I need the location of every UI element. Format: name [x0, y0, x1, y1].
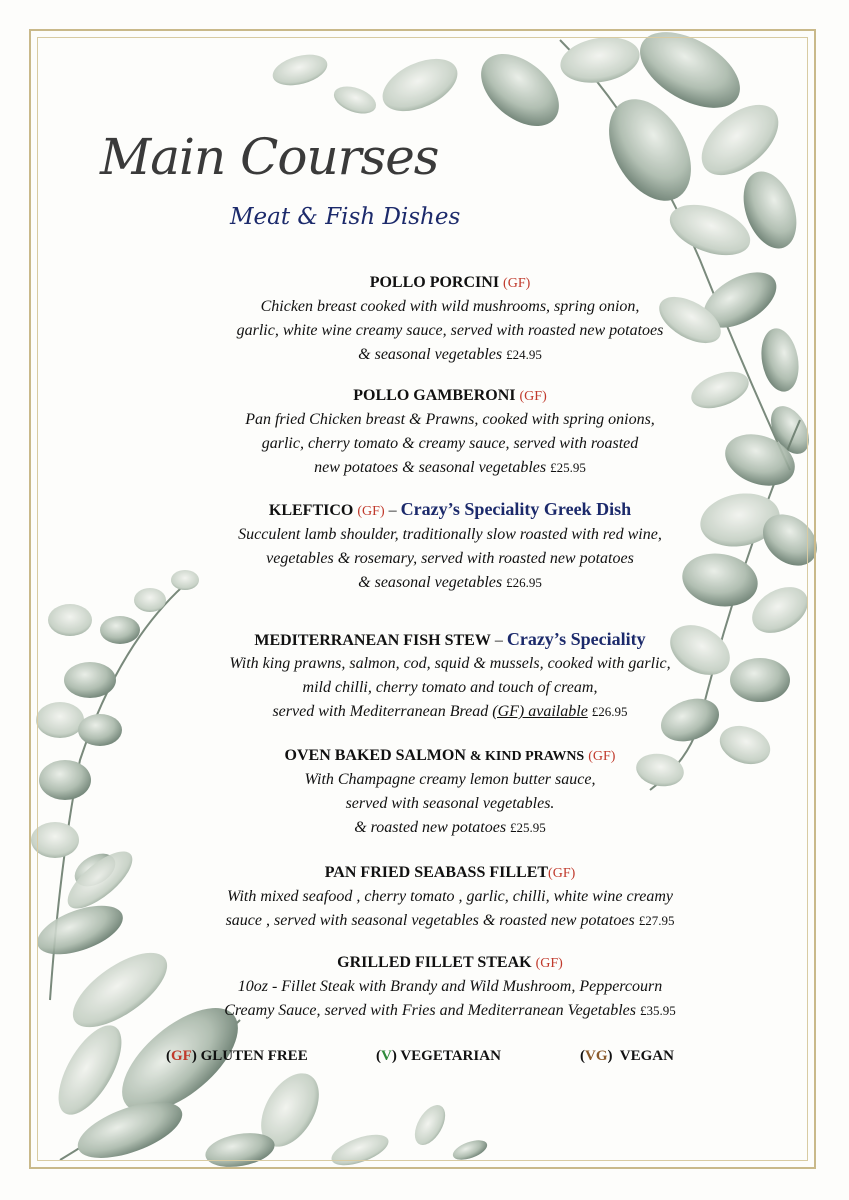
dish-name: GRILLED FILLET STEAK: [337, 954, 532, 971]
dietary-tag: GF: [507, 276, 526, 291]
dish-description-line: With mixed seafood , cherry tomato , garlic, chilli, white wine creamy: [227, 888, 673, 905]
dietary-tag: GF: [592, 749, 611, 764]
legend-label: GLUTEN FREE: [200, 1048, 308, 1064]
dietary-tag: GF: [540, 956, 559, 971]
dish-description-line: & roasted new potatoes: [354, 819, 507, 836]
dish-name: PAN FRIED SEABASS FILLET: [324, 864, 549, 881]
legend-code: VG: [585, 1048, 608, 1064]
dish-name: POLLO GAMBERONI: [353, 387, 516, 404]
legend-vegetarian: (V) VEGETARIAN: [376, 1048, 501, 1064]
dietary-tag: GF: [552, 866, 571, 881]
dish-price: £24.95: [506, 347, 542, 362]
dish-description-line: served with seasonal vegetables.: [345, 795, 555, 812]
dish-description-line: new potatoes & seasonal vegetables: [314, 459, 547, 476]
dish-description-line: Succulent lamb shoulder, traditionally slow roasted with red wine,: [238, 526, 662, 543]
dish-description-line: With king prawns, salmon, cod, squid & mussels, cooked with garlic,: [229, 655, 671, 672]
legend-gluten-free: (GF) GLUTEN FREE: [166, 1048, 308, 1064]
legend-code: GF: [171, 1048, 192, 1064]
dish-description-line: 10oz - Fillet Steak with Brandy and Wild Mushroom, Peppercourn: [237, 978, 663, 995]
dish-price: £26.95: [591, 704, 628, 719]
dish-description-line: & seasonal vegetables: [358, 346, 503, 363]
menu-item-pan-fried-seabass: PAN FRIED SEABASS FILLET(GF) With mixed seafood , cherry tomato , garlic, chilli, white wine creamy sauce , served with seasonal vegetables & roasted new potatoes £27.95: [150, 862, 750, 933]
legend-label: VEGAN: [619, 1048, 674, 1064]
dish-price: £27.95: [638, 913, 675, 928]
dish-name: POLLO PORCINI: [369, 274, 500, 291]
gf-available-note: (GF) available: [492, 703, 588, 720]
speciality-label: Crazy’s Speciality Greek Dish: [400, 499, 632, 519]
dish-description-line: served with Mediterranean Bread: [272, 703, 489, 720]
menu-item-grilled-fillet-steak: GRILLED FILLET STEAK (GF) 10oz - Fillet Steak with Brandy and Wild Mushroom, Peppercourn Creamy Sauce, served with Fries and Mediterranean Vegetables £35.95: [150, 952, 750, 1023]
legend-vegan: (VG) VEGAN: [580, 1048, 674, 1064]
speciality-label: Crazy’s Speciality: [506, 629, 646, 649]
dietary-tag: GF: [362, 504, 380, 519]
menu-item-oven-baked-salmon: OVEN BAKED SALMON & KIND PRAWNS (GF) With Champagne creamy lemon butter sauce, served with seasonal vegetables. & roasted new potatoes £25.95: [150, 745, 750, 840]
legend-label: VEGETARIAN: [400, 1048, 501, 1064]
dish-description-line: With Champagne creamy lemon butter sauce,: [304, 771, 596, 788]
dish-name: KLEFTICO: [268, 502, 354, 519]
section-subtitle: Meat & Fish Dishes: [230, 204, 461, 230]
menu-item-kleftico: KLEFTICO (GF) – Crazy’s Speciality Greek Dish Succulent lamb shoulder, traditionally slow roasted with red wine, vegetables & rosemary, served with roasted new potatoes & seasonal vegetables £26.95: [150, 498, 750, 595]
dish-description-line: vegetables & rosemary, served with roasted new potatoes: [266, 550, 634, 567]
dish-description-line: Creamy Sauce, served with Fries and Mediterranean Vegetables: [224, 1002, 636, 1019]
dish-name: MEDITERRANEAN FISH STEW: [254, 632, 491, 649]
dish-price: £35.95: [640, 1003, 676, 1018]
dish-name: OVEN BAKED SALMON: [284, 747, 466, 764]
dish-description-line: sauce , served with seasonal vegetables & roasted new potatoes: [225, 912, 635, 929]
dash-separator: –: [490, 632, 507, 649]
menu-item-mediterranean-fish-stew: [150, 628, 750, 724]
dietary-tag: GF: [524, 389, 543, 404]
dish-name-extra: & KIND PRAWNS: [469, 749, 585, 764]
dish-price: £25.95: [510, 820, 546, 835]
legend-code: V: [381, 1048, 392, 1064]
dash-separator: –: [384, 502, 401, 519]
dish-description-line: & seasonal vegetables: [358, 574, 503, 591]
dish-description-line: garlic, cherry tomato & creamy sauce, served with roasted: [261, 435, 639, 452]
page-title: Main Courses: [100, 128, 439, 186]
dish-description-line: garlic, white wine creamy sauce, served with roasted new potatoes: [236, 322, 664, 339]
menu-item-pollo-porcini: POLLO PORCINI (GF) Chicken breast cooked with wild mushrooms, spring onion, garlic, white wine creamy sauce, served with roasted new potatoes & seasonal vegetables £24.95: [150, 272, 750, 367]
dish-description-line: Chicken breast cooked with wild mushrooms, spring onion,: [260, 298, 640, 315]
dish-description-line: mild chilli, cherry tomato and touch of cream,: [302, 679, 598, 696]
menu-item-pollo-gamberoni: POLLO GAMBERONI (GF) Pan fried Chicken breast & Prawns, cooked with spring onions, garlic, cherry tomato & creamy sauce, served with roasted new potatoes & seasonal vegetables £25.95: [150, 385, 750, 480]
dish-price: £26.95: [506, 575, 542, 590]
dish-price: £25.95: [550, 460, 586, 475]
dish-description-line: Pan fried Chicken breast & Prawns, cooked with spring onions,: [245, 411, 655, 428]
